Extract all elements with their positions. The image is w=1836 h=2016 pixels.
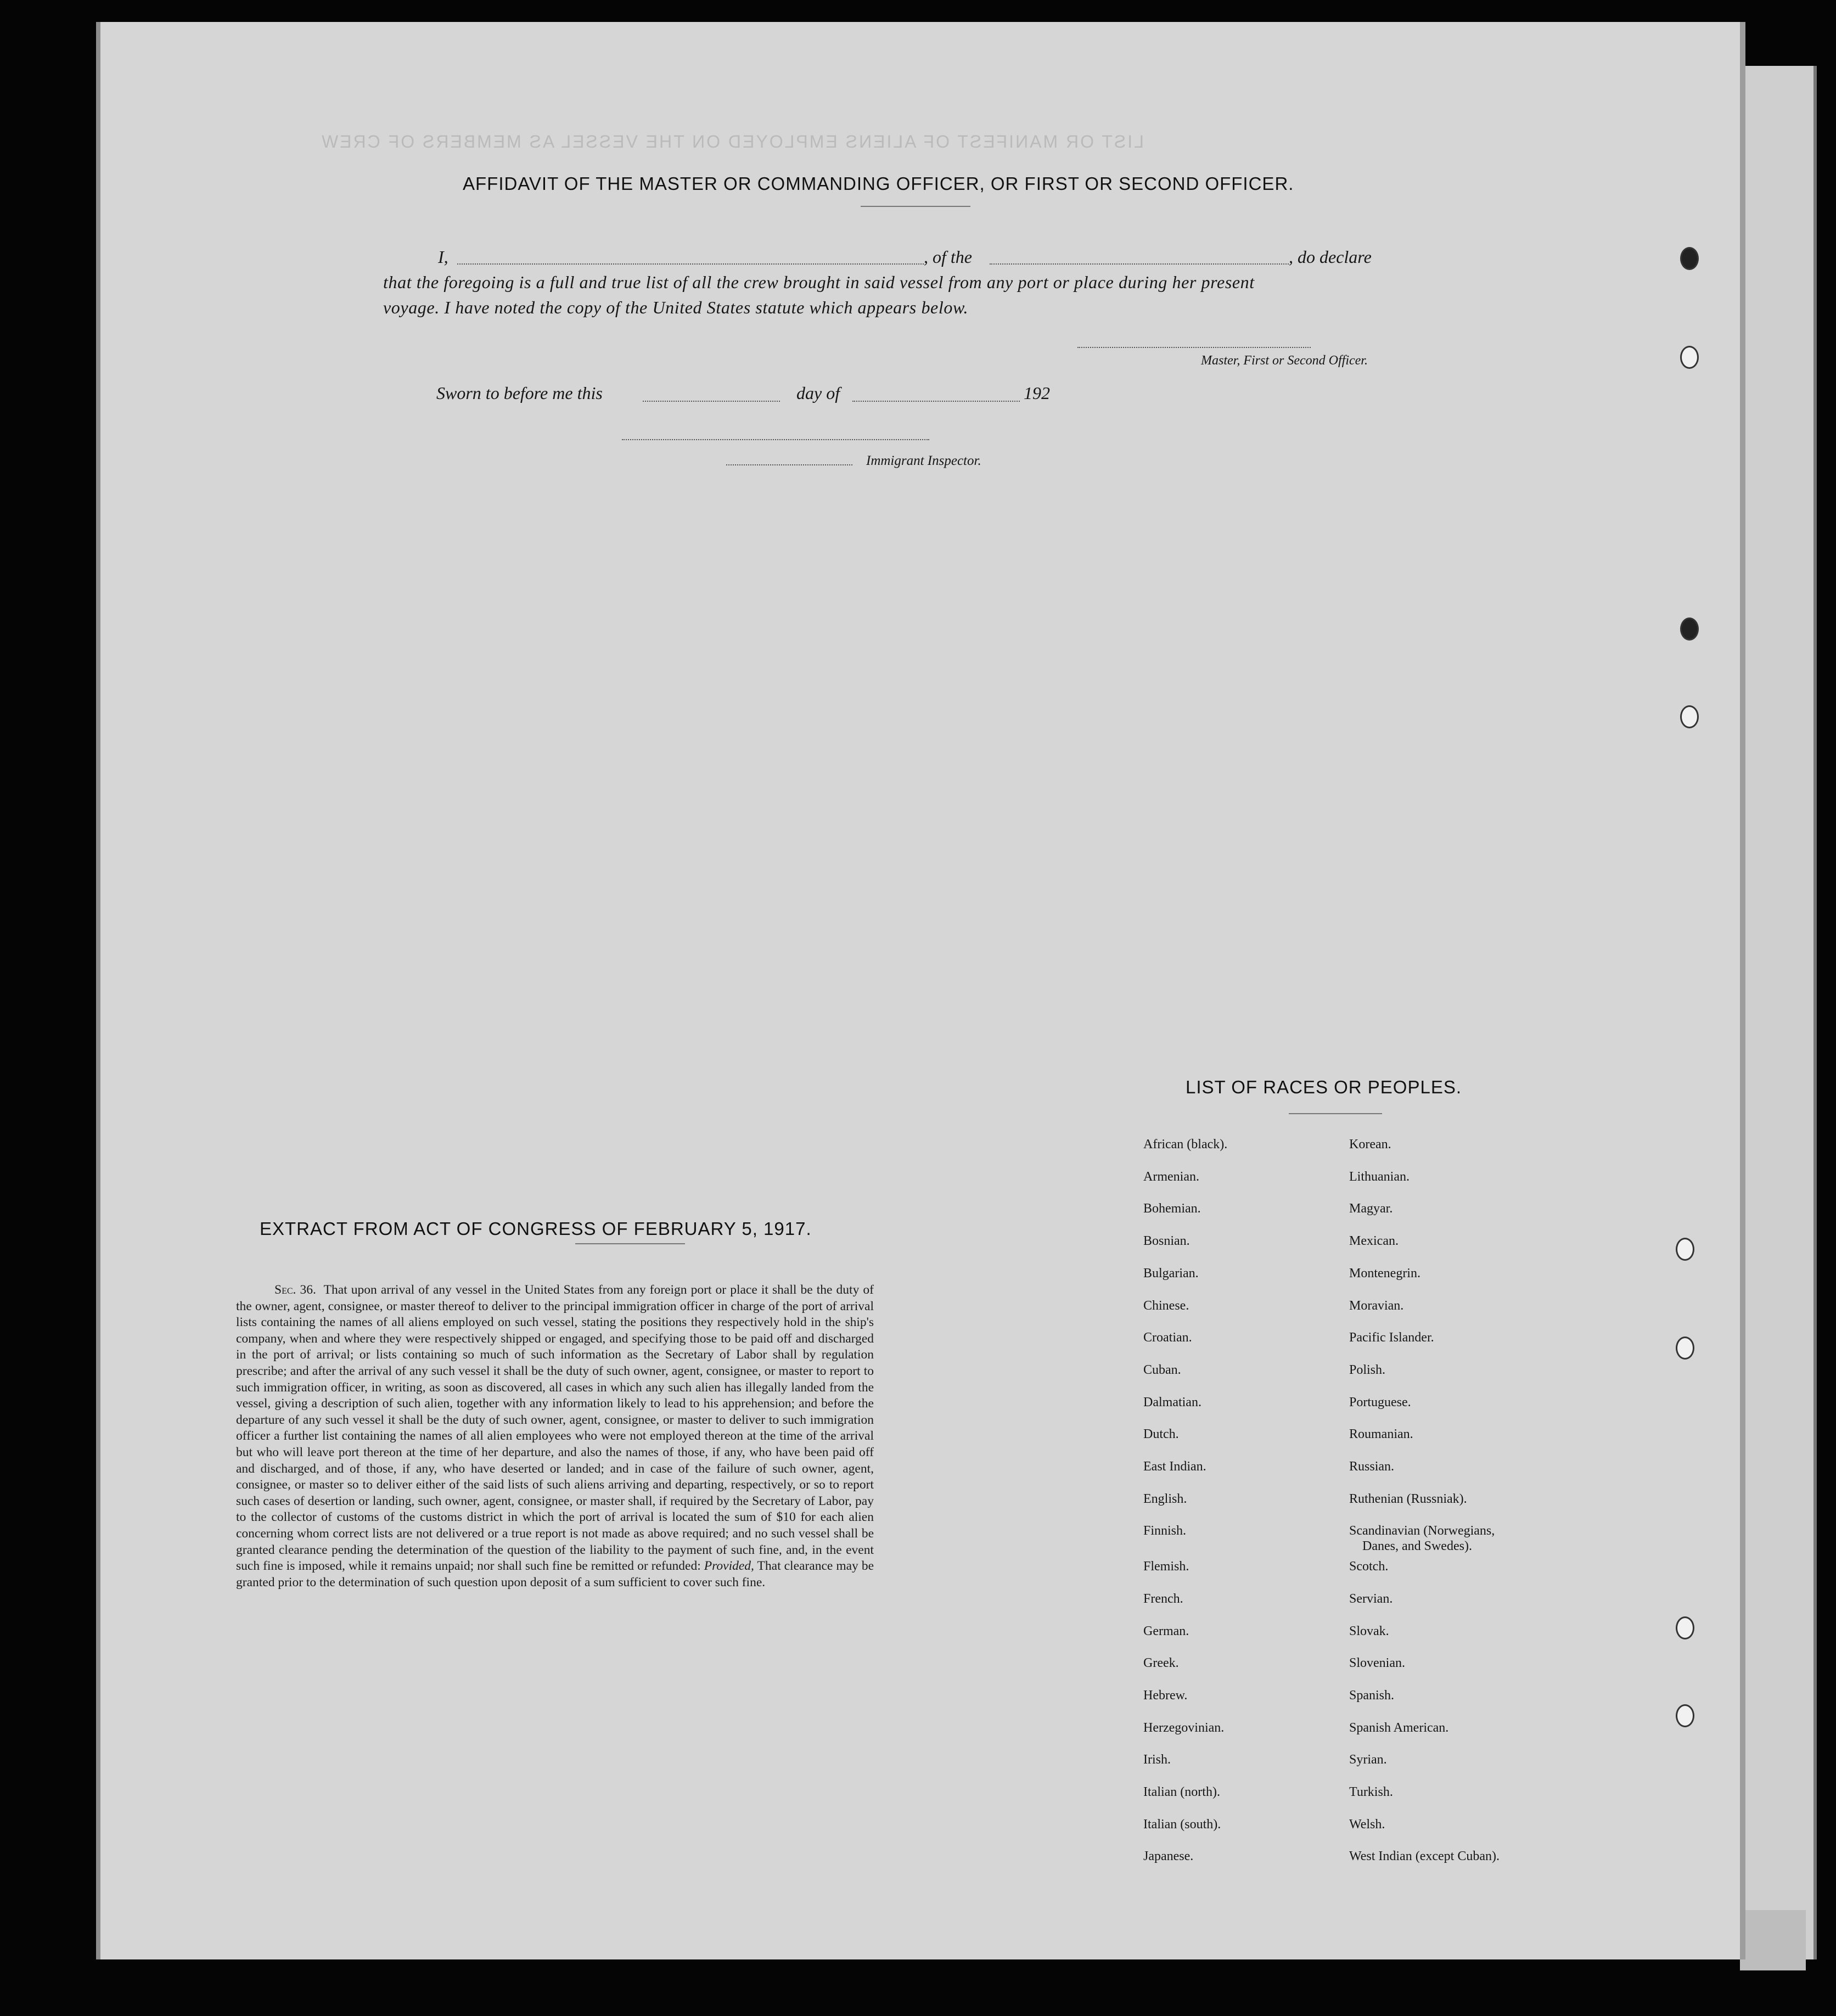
vessel-name-blank (990, 263, 1289, 265)
section-text-a: That upon arrival of any vessel in the United States from any foreign port or place it shall be the duty of the owner, agent, consignee, or master thereof to deliver to the principal immigration officer in charge of the port of arrival lists containing the names of all aliens employed on such vessel, stating the positions they respectively hold in the ship's company, when and where they were respectively shipped or engaged, and specifying those to be paid off and discharged in the port of arrival; or lists containing so much of such information as the Secretary of Labor shall by regulation prescribe; and after the arrival of any such vessel it shall be the duty of such owner, agent, consignee, or master to report to such immigration officer, in writing, as soon as discovered, all cases in which any such alien has illegally landed from the vessel, giving a description of such alien, together with any information likely to lead to his apprehension; and before the departure of any such vessel it shall be the duty of such owner, agent, consignee, or master to deliver to such immigration officer a further list containing the names of all alien employees who were not employed thereon at the time of the arrival but who will leave port thereon at the time of her departure, and also the names of those, if any, who have been paid off and discharged, and of those, if any, who have deserted or landed; and in case of the failure of such owner, agent, consignee, or master so to deliver either of the said lists of such aliens arriving and departing, respectively, or so to report such cases of desertion or landing, such owner, agent, consignee, or master shall, if required by the Secretary of Labor, pay to the collector of customs of the customs district in which the port of arrival is located the sum of $10 for each alien concerning whom correct lists are not delivered or a true report is not made as above required; and no such vessel shall be granted clearance pending the determination of the question of the liability to the payment of such fine, and, in the event such fine is imposed, while it remains unpaid; nor shall such fine be remitted or refunded: (236, 1283, 874, 1574)
race-item: Korean. (1349, 1137, 1391, 1152)
race-item: Pacific Islander. (1349, 1330, 1434, 1345)
race-item: Turkish. (1349, 1785, 1393, 1799)
inspector-signature-line-top (622, 439, 929, 440)
race-item: Flemish. (1143, 1559, 1189, 1574)
race-item: Spanish American. (1349, 1721, 1449, 1735)
race-item: French. (1143, 1592, 1183, 1606)
race-item: Slovak. (1349, 1624, 1389, 1638)
binder-hole-5 (1676, 1238, 1694, 1261)
race-item: Herzegovinian. (1143, 1721, 1225, 1735)
sworn-label: Sworn to before me this (436, 383, 603, 403)
binder-hole-1 (1680, 247, 1699, 270)
race-item: East Indian. (1143, 1459, 1206, 1474)
race-item: Finnish. (1143, 1524, 1187, 1538)
race-item: Mexican. (1349, 1234, 1399, 1248)
provided-label: Provided, (704, 1559, 754, 1574)
inspector-label: Immigrant Inspector. (866, 453, 981, 468)
sworn-month-blank (852, 401, 1020, 402)
race-item: Roumanian. (1349, 1427, 1413, 1441)
race-item: English. (1143, 1492, 1187, 1506)
year-label: 192 (1024, 383, 1050, 403)
race-item: Croatian. (1143, 1330, 1192, 1345)
race-item: West Indian (except Cuban). (1349, 1849, 1500, 1863)
day-of-label: day of (796, 383, 840, 403)
race-item: Dalmatian. (1143, 1395, 1201, 1409)
race-item: Welsh. (1349, 1817, 1385, 1832)
race-item: Russian. (1349, 1459, 1395, 1474)
binder-hole-8 (1676, 1704, 1694, 1727)
race-item: African (black). (1143, 1137, 1228, 1152)
race-item: Bosnian. (1143, 1234, 1190, 1248)
race-item: Hebrew. (1143, 1688, 1188, 1703)
race-item: Scandinavian (Norwegians, (1349, 1524, 1495, 1538)
race-item: Bulgarian. (1143, 1266, 1199, 1281)
master-name-blank (457, 263, 924, 265)
race-item: Servian. (1349, 1592, 1393, 1606)
race-item: Syrian. (1349, 1753, 1387, 1767)
race-item: Scotch. (1349, 1559, 1389, 1574)
race-item: Japanese. (1143, 1849, 1194, 1863)
race-item: German. (1143, 1624, 1189, 1638)
binder-hole-3 (1680, 617, 1699, 641)
extract-title-rule (575, 1243, 685, 1244)
document-page (96, 22, 1745, 1959)
race-item: Ruthenian (Russniak). (1349, 1492, 1467, 1506)
race-item: Armenian. (1143, 1170, 1199, 1184)
races-title-rule (1289, 1113, 1382, 1114)
race-item: Slovenian. (1349, 1656, 1405, 1670)
section-36-text (236, 1282, 874, 1591)
binder-hole-6 (1676, 1336, 1694, 1360)
race-item: Polish. (1349, 1363, 1386, 1377)
race-item: Greek. (1143, 1656, 1179, 1670)
race-item: Portuguese. (1349, 1395, 1411, 1409)
binder-hole-7 (1676, 1616, 1694, 1639)
sworn-day-blank (643, 401, 780, 402)
race-item: Moravian. (1349, 1299, 1404, 1313)
races-title: LIST OF RACES OR PEOPLES. (1186, 1077, 1462, 1097)
race-item: Italian (south). (1143, 1817, 1221, 1832)
race-item: Dutch. (1143, 1427, 1179, 1441)
master-signature-label: Master, First or Second Officer. (1201, 353, 1368, 368)
affidavit-line-2: that the foregoing is a full and true list of all the crew brought in said vessel from any port or place during her present (383, 272, 1255, 292)
race-item: Montenegrin. (1349, 1266, 1420, 1281)
race-item: Italian (north). (1143, 1785, 1220, 1799)
race-item: Cuban. (1143, 1363, 1181, 1377)
race-item: Lithuanian. (1349, 1170, 1410, 1184)
section-text-b: That clearance may be granted prior to the determination of such question upon deposit of a sum sufficient to cover such fine. (236, 1559, 874, 1590)
affidavit-title-rule (861, 206, 970, 207)
race-item: Chinese. (1143, 1299, 1189, 1313)
bleed-through-header: LIST OR MANIFEST OF ALIENS EMPLOYED ON THE VESSEL AS MEMBERS OF CREW (320, 132, 1144, 151)
affidavit-of-the: , of the (924, 247, 972, 267)
race-item: Danes, and Swedes). (1362, 1539, 1472, 1553)
master-signature-line (1077, 347, 1311, 348)
section-label: Sec. 36. (274, 1283, 316, 1297)
underlying-page-corner (1740, 1910, 1806, 1970)
affidavit-line-3: voyage. I have noted the copy of the United States statute which appears below. (383, 297, 969, 317)
race-item: Magyar. (1349, 1201, 1393, 1216)
affidavit-i-label: I, (438, 247, 448, 267)
affidavit-title: AFFIDAVIT OF THE MASTER OR COMMANDING OFFICER, OR FIRST OR SECOND OFFICER. (463, 173, 1294, 194)
inspector-signature-line (726, 464, 852, 465)
binder-hole-2 (1680, 346, 1699, 369)
race-item: Spanish. (1349, 1688, 1395, 1703)
race-item: Irish. (1143, 1753, 1171, 1767)
affidavit-do-declare: , do declare (1289, 247, 1372, 267)
extract-title: EXTRACT FROM ACT OF CONGRESS OF FEBRUARY 5, 1917. (260, 1218, 812, 1239)
binder-hole-4 (1680, 705, 1699, 728)
race-item: Bohemian. (1143, 1201, 1201, 1216)
